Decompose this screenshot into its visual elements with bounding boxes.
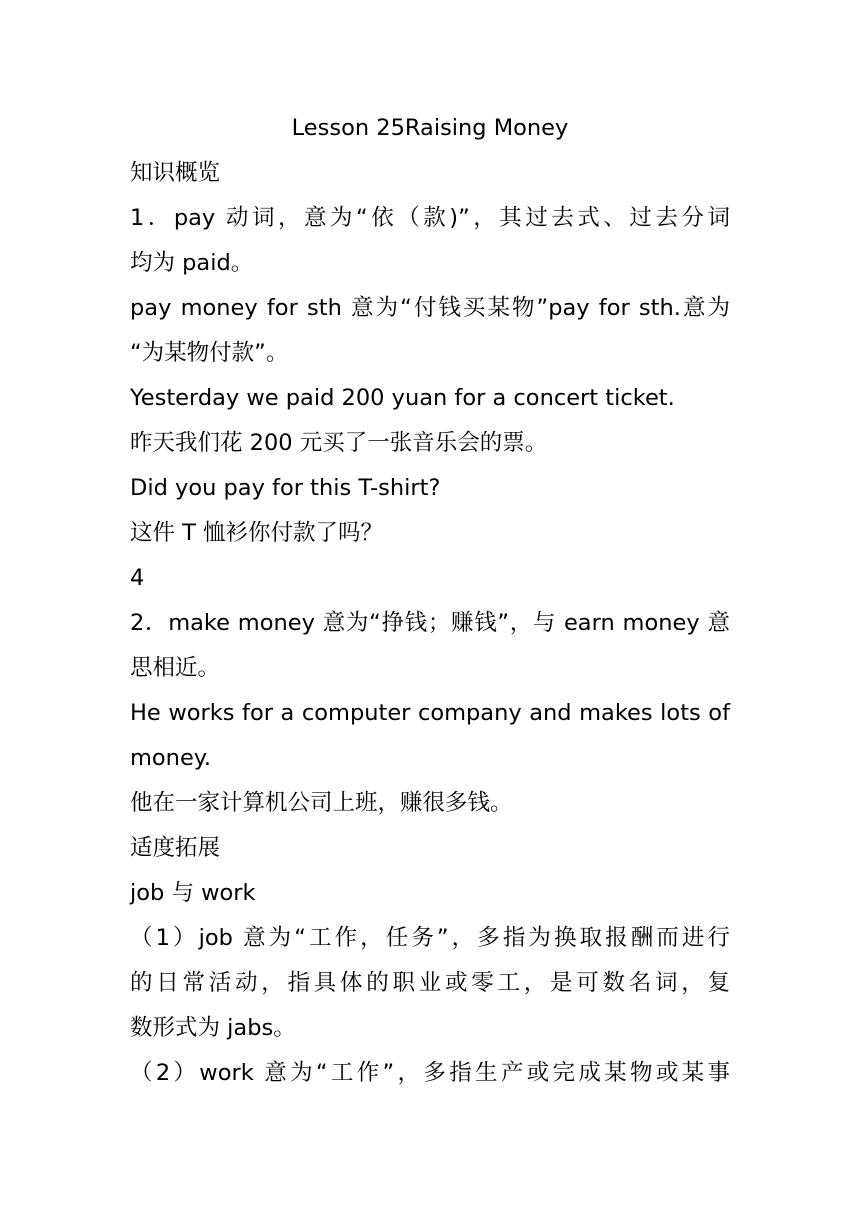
stray-number: 4 xyxy=(130,565,145,591)
example-sentence-english: Did you pay for this T-shirt? xyxy=(130,475,441,501)
example-sentence-english: money. xyxy=(130,745,212,771)
subheading-job-work: job 与 work xyxy=(130,880,256,906)
section-heading-extension: 适度拓展 xyxy=(130,835,221,861)
paragraph-line: 均为 paid。 xyxy=(130,250,254,276)
paragraph-line: “为某物付款”。 xyxy=(130,340,289,366)
example-sentence-chinese: 这件 T 恤衫你付款了吗？ xyxy=(130,520,384,546)
example-sentence-chinese: 他在一家计算机公司上班，赚很多钱。 xyxy=(130,790,513,816)
paragraph-line: 思相近。 xyxy=(130,655,221,681)
section-heading-overview: 知识概览 xyxy=(130,160,221,186)
paragraph-line: pay money for sth 意为“付钱买某物”pay for sth.意为 xyxy=(130,295,730,321)
example-sentence-english: He works for a computer company and makes lots of xyxy=(130,700,730,726)
paragraph-line: 的日常活动，指具体的职业或零工，是可数名词，复 xyxy=(130,970,730,996)
paragraph-line: （2）work 意为“工作”，多指生产或完成某物或某事 xyxy=(130,1060,730,1086)
example-sentence-chinese: 昨天我们花 200 元买了一张音乐会的票。 xyxy=(130,430,548,456)
paragraph-line: 1．pay 动词，意为“依（款)”，其过去式、过去分词 xyxy=(130,205,730,231)
lesson-title: Lesson 25Raising Money xyxy=(291,115,569,141)
paragraph-line: （1）job 意为“工作，任务”，多指为换取报酬而进行 xyxy=(130,925,730,951)
paragraph-line: 2．make money 意为“挣钱；赚钱”，与 earn money 意 xyxy=(130,610,730,636)
document-body xyxy=(130,106,730,1096)
paragraph-line: 数形式为 jabs。 xyxy=(130,1015,296,1041)
example-sentence-english: Yesterday we paid 200 yuan for a concert ticket. xyxy=(130,385,675,411)
